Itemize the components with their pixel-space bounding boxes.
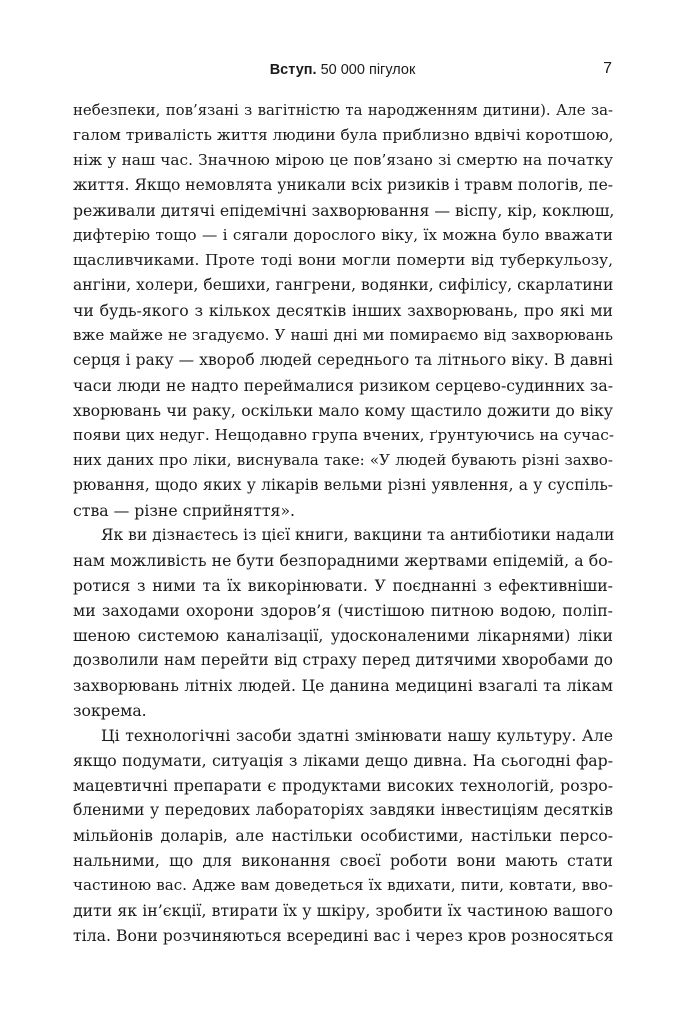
- text-line: захворювань літніх людей. Це данина медицині взагалі та лікам: [73, 676, 613, 695]
- text-line: чи будь-якого з кількох десятків інших захворювань, про які ми: [73, 301, 613, 320]
- chapter-title: 50 000 пігулок: [316, 62, 416, 78]
- text-line: тіла. Вони розчиняються всередині вас і через кров розносяться: [73, 926, 614, 945]
- text-line: хворювань чи раку, оскільки мало кому щастило дожити до віку: [73, 401, 613, 420]
- text-line: частиною вас. Адже вам доведеться їх вдихати, пити, ковтати, вво-: [73, 876, 613, 894]
- text-line: щасливчиками. Проте тоді вони могли померти від туберкульозу,: [73, 251, 613, 269]
- text-line: реживали дитячі епідемічні захворювання — віспу, кір, коклюш,: [73, 201, 615, 220]
- text-line: небезпеки, пов’язані з вагітністю та народженням дитини). Але за-: [73, 101, 613, 119]
- page-header: [73, 60, 612, 84]
- text-line: нальними, що для виконання своєї роботи вони мають стати: [73, 851, 613, 870]
- text-line: ангіни, холери, бешихи, гангрени, водянки, сифілісу, скарлатини: [73, 276, 614, 294]
- text-line: ми заходами охорони здоров’я (чистішою питною водою, поліп-: [73, 601, 613, 620]
- text-line: дифтерію тощо — і сягали дорослого віку, їх можна було вважати: [73, 226, 613, 244]
- text-line: дити як ін’єкції, втирати їх у шкіру, зробити їх частиною вашого: [73, 901, 613, 920]
- text-line: галом тривалість життя людини була приблизно вдвічі коротшою,: [73, 126, 614, 144]
- text-line: зокрема.: [73, 701, 147, 720]
- text-line: Як ви дізнаєтесь із цієї книги, вакцини та антибіотики надали: [101, 526, 615, 544]
- page-number: 7: [603, 60, 612, 77]
- running-head: [73, 62, 612, 78]
- text-line: вже майже не згадуємо. У наші дні ми помираємо від захворювань: [73, 326, 613, 344]
- text-line: мацевтичні препарати є продуктами високих технологій, розро-: [73, 776, 613, 795]
- text-line: ства — різне сприйняття».: [73, 501, 296, 520]
- text-line: якщо подумати, ситуація з ліками дещо дивна. На сьогодні фар-: [73, 751, 613, 770]
- text-line: ротися з ними та їх викорінювати. У поєднанні з ефективніши-: [73, 576, 613, 595]
- body-text: [73, 98, 613, 948]
- text-line: них даних про ліки, виснувала таке: «У людей бувають різні захво-: [73, 451, 613, 469]
- text-line: ніж у наш час. Значною мірою це пов’язано зі смертю на початку: [73, 151, 613, 169]
- chapter-label: Вступ.: [269, 62, 317, 78]
- text-line: часи люди не надто переймалися ризиком серцево-судинних за-: [73, 376, 613, 395]
- text-line: шеною системою каналізації, удосконаленими лікарнями) ліки: [73, 626, 613, 645]
- text-line: Ці технологічні засоби здатні змінювати нашу культуру. Але: [101, 726, 613, 745]
- text-line: рювання, щодо яких у лікарів вельми різні уявлення, а у суспіль-: [73, 476, 613, 494]
- text-line: серця і раку — хвороб людей середнього та літнього віку. В давні: [73, 351, 613, 369]
- text-line: дозволили нам перейти від страху перед дитячими хворобами до: [73, 651, 613, 669]
- text-line: нам можливість не бути безпорадними жертвами епідемій, а бо-: [73, 551, 613, 570]
- text-line: появи цих недуг. Нещодавно група вчених, ґрунтуючись на сучас-: [73, 426, 615, 444]
- text-line: життя. Якщо немовлята уникали всіх ризиків і травм пологів, пе-: [73, 176, 613, 194]
- text-line: мільйонів доларів, але настільки особистими, настільки персо-: [73, 826, 613, 845]
- text-line: бленими у передових лабораторіях завдяки інвестиціям десятків: [73, 801, 613, 819]
